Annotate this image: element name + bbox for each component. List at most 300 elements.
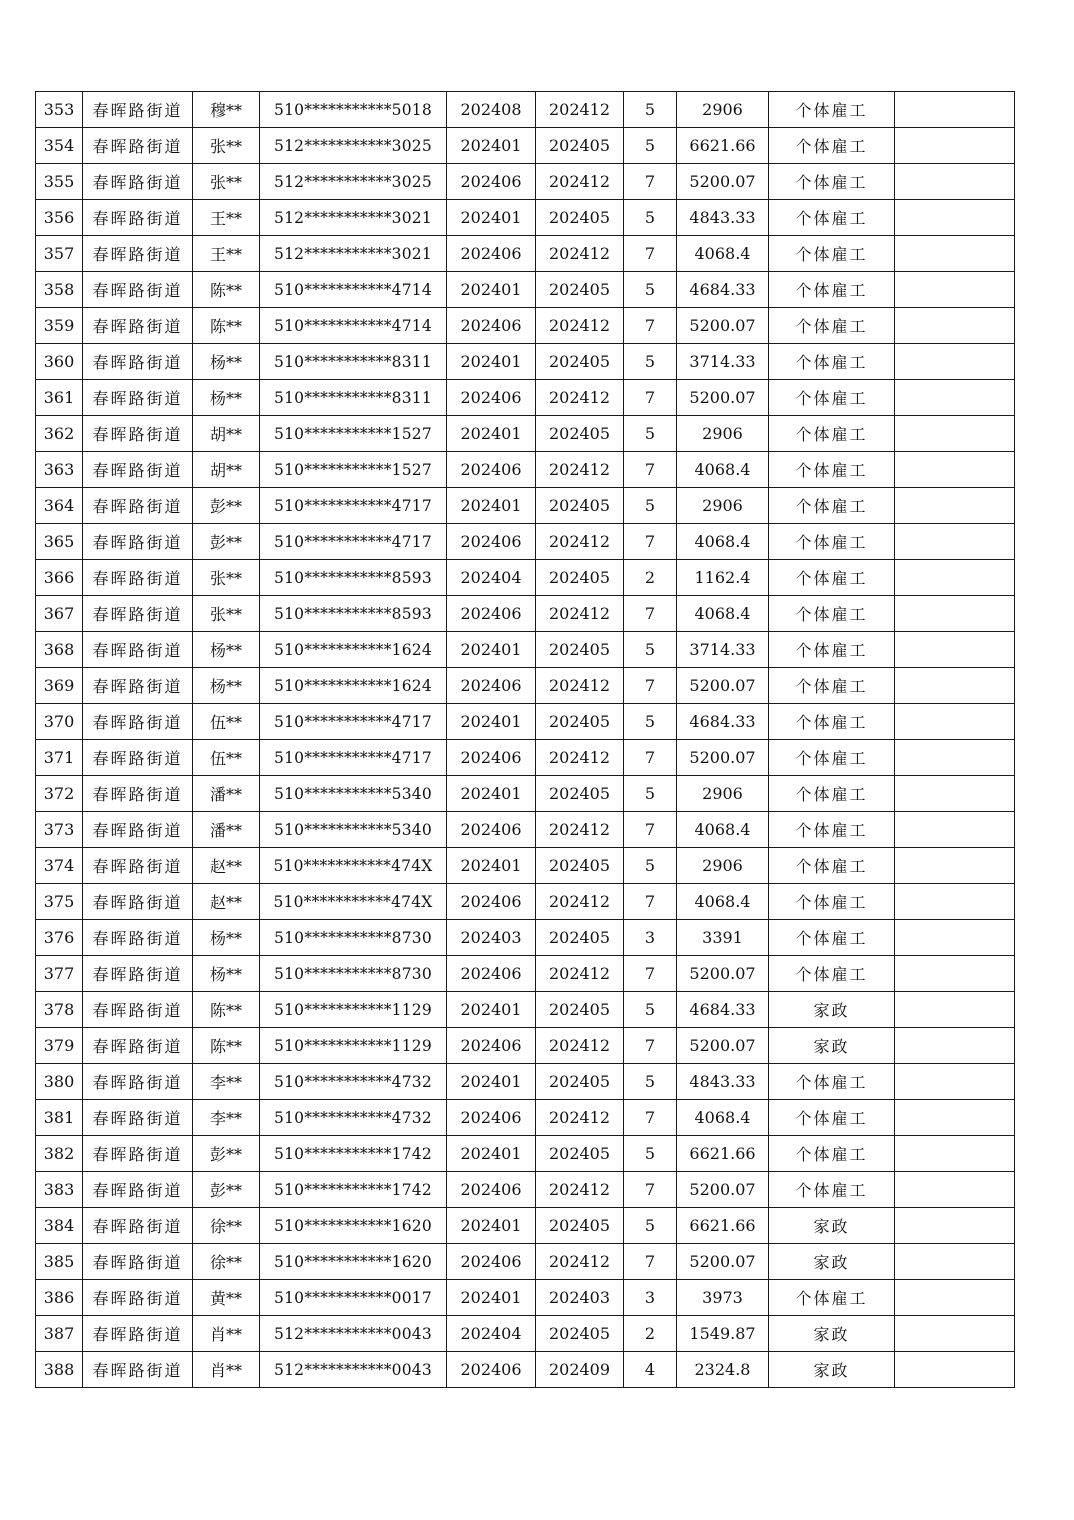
start-month-cell: 202401 <box>447 128 536 164</box>
name-cell: 王** <box>193 236 260 272</box>
name-cell: 陈** <box>193 1028 260 1064</box>
street-cell: 春晖路街道 <box>83 128 193 164</box>
table-row <box>36 272 1015 308</box>
street-cell: 春晖路街道 <box>83 596 193 632</box>
id-number-cell: 510***********1624 <box>260 668 447 704</box>
table-row <box>36 632 1015 668</box>
subsidy-ledger-table <box>35 91 1015 1388</box>
table-row <box>36 812 1015 848</box>
street-cell: 春晖路街道 <box>83 308 193 344</box>
start-month-cell: 202406 <box>447 380 536 416</box>
remark-cell <box>895 1100 1015 1136</box>
months-count-cell: 5 <box>624 848 677 884</box>
end-month-cell: 202412 <box>536 92 624 128</box>
id-number-cell: 510***********1527 <box>260 416 447 452</box>
start-month-cell: 202401 <box>447 1136 536 1172</box>
start-month-cell: 202406 <box>447 740 536 776</box>
end-month-cell: 202405 <box>536 920 624 956</box>
start-month-cell: 202406 <box>447 164 536 200</box>
table-row <box>36 704 1015 740</box>
name-cell: 赵** <box>193 848 260 884</box>
amount-cell: 2324.8 <box>677 1352 769 1388</box>
category-cell: 个体雇工 <box>769 236 895 272</box>
end-month-cell: 202412 <box>536 956 624 992</box>
table-row <box>36 380 1015 416</box>
row-number-cell: 359 <box>36 308 83 344</box>
category-cell: 家政 <box>769 1244 895 1280</box>
name-cell: 彭** <box>193 524 260 560</box>
end-month-cell: 202412 <box>536 164 624 200</box>
end-month-cell: 202405 <box>536 128 624 164</box>
category-cell: 家政 <box>769 1028 895 1064</box>
remark-cell <box>895 632 1015 668</box>
start-month-cell: 202406 <box>447 668 536 704</box>
amount-cell: 3714.33 <box>677 632 769 668</box>
name-cell: 陈** <box>193 992 260 1028</box>
months-count-cell: 5 <box>624 704 677 740</box>
end-month-cell: 202405 <box>536 1136 624 1172</box>
months-count-cell: 3 <box>624 920 677 956</box>
end-month-cell: 202405 <box>536 1208 624 1244</box>
table-row <box>36 488 1015 524</box>
start-month-cell: 202408 <box>447 92 536 128</box>
months-count-cell: 7 <box>624 668 677 704</box>
row-number-cell: 369 <box>36 668 83 704</box>
row-number-cell: 361 <box>36 380 83 416</box>
category-cell: 家政 <box>769 1316 895 1352</box>
id-number-cell: 510***********4717 <box>260 704 447 740</box>
start-month-cell: 202401 <box>447 1064 536 1100</box>
category-cell: 家政 <box>769 992 895 1028</box>
table-row <box>36 92 1015 128</box>
name-cell: 张** <box>193 164 260 200</box>
table-row <box>36 956 1015 992</box>
row-number-cell: 384 <box>36 1208 83 1244</box>
remark-cell <box>895 524 1015 560</box>
remark-cell <box>895 884 1015 920</box>
category-cell: 个体雇工 <box>769 200 895 236</box>
start-month-cell: 202401 <box>447 200 536 236</box>
end-month-cell: 202412 <box>536 884 624 920</box>
name-cell: 徐** <box>193 1208 260 1244</box>
amount-cell: 4843.33 <box>677 1064 769 1100</box>
ledger-body <box>36 92 1015 1388</box>
category-cell: 个体雇工 <box>769 848 895 884</box>
amount-cell: 4068.4 <box>677 812 769 848</box>
table-row <box>36 1280 1015 1316</box>
start-month-cell: 202401 <box>447 1208 536 1244</box>
id-number-cell: 510***********1620 <box>260 1244 447 1280</box>
street-cell: 春晖路街道 <box>83 452 193 488</box>
amount-cell: 4068.4 <box>677 1100 769 1136</box>
amount-cell: 5200.07 <box>677 380 769 416</box>
start-month-cell: 202401 <box>447 848 536 884</box>
street-cell: 春晖路街道 <box>83 524 193 560</box>
category-cell: 个体雇工 <box>769 776 895 812</box>
row-number-cell: 354 <box>36 128 83 164</box>
amount-cell: 4068.4 <box>677 596 769 632</box>
months-count-cell: 7 <box>624 596 677 632</box>
row-number-cell: 364 <box>36 488 83 524</box>
amount-cell: 2906 <box>677 92 769 128</box>
name-cell: 彭** <box>193 1172 260 1208</box>
remark-cell <box>895 128 1015 164</box>
table-row <box>36 308 1015 344</box>
table-row <box>36 128 1015 164</box>
name-cell: 陈** <box>193 308 260 344</box>
street-cell: 春晖路街道 <box>83 992 193 1028</box>
category-cell: 个体雇工 <box>769 164 895 200</box>
table-row <box>36 1100 1015 1136</box>
row-number-cell: 379 <box>36 1028 83 1064</box>
start-month-cell: 202401 <box>447 992 536 1028</box>
category-cell: 个体雇工 <box>769 308 895 344</box>
start-month-cell: 202401 <box>447 272 536 308</box>
row-number-cell: 380 <box>36 1064 83 1100</box>
name-cell: 徐** <box>193 1244 260 1280</box>
remark-cell <box>895 1172 1015 1208</box>
category-cell: 个体雇工 <box>769 1136 895 1172</box>
table-row <box>36 668 1015 704</box>
remark-cell <box>895 776 1015 812</box>
end-month-cell: 202403 <box>536 1280 624 1316</box>
remark-cell <box>895 416 1015 452</box>
table-row <box>36 848 1015 884</box>
months-count-cell: 7 <box>624 740 677 776</box>
id-number-cell: 510***********8730 <box>260 920 447 956</box>
street-cell: 春晖路街道 <box>83 740 193 776</box>
id-number-cell: 510***********1620 <box>260 1208 447 1244</box>
id-number-cell: 510***********4714 <box>260 308 447 344</box>
amount-cell: 2906 <box>677 848 769 884</box>
street-cell: 春晖路街道 <box>83 164 193 200</box>
table-row <box>36 200 1015 236</box>
street-cell: 春晖路街道 <box>83 272 193 308</box>
end-month-cell: 202405 <box>536 1064 624 1100</box>
remark-cell <box>895 992 1015 1028</box>
street-cell: 春晖路街道 <box>83 1028 193 1064</box>
id-number-cell: 510***********5340 <box>260 812 447 848</box>
months-count-cell: 3 <box>624 1280 677 1316</box>
remark-cell <box>895 1208 1015 1244</box>
remark-cell <box>895 452 1015 488</box>
category-cell: 个体雇工 <box>769 560 895 596</box>
name-cell: 伍** <box>193 704 260 740</box>
row-number-cell: 355 <box>36 164 83 200</box>
id-number-cell: 512***********3025 <box>260 128 447 164</box>
row-number-cell: 375 <box>36 884 83 920</box>
table-row <box>36 1244 1015 1280</box>
row-number-cell: 358 <box>36 272 83 308</box>
street-cell: 春晖路街道 <box>83 380 193 416</box>
street-cell: 春晖路街道 <box>83 1136 193 1172</box>
months-count-cell: 7 <box>624 308 677 344</box>
amount-cell: 2906 <box>677 416 769 452</box>
months-count-cell: 5 <box>624 416 677 452</box>
name-cell: 张** <box>193 560 260 596</box>
row-number-cell: 370 <box>36 704 83 740</box>
category-cell: 个体雇工 <box>769 920 895 956</box>
table-row <box>36 776 1015 812</box>
start-month-cell: 202406 <box>447 884 536 920</box>
category-cell: 个体雇工 <box>769 884 895 920</box>
row-number-cell: 366 <box>36 560 83 596</box>
name-cell: 肖** <box>193 1352 260 1388</box>
name-cell: 胡** <box>193 452 260 488</box>
months-count-cell: 4 <box>624 1352 677 1388</box>
amount-cell: 5200.07 <box>677 1028 769 1064</box>
table-row <box>36 452 1015 488</box>
street-cell: 春晖路街道 <box>83 1280 193 1316</box>
start-month-cell: 202404 <box>447 560 536 596</box>
months-count-cell: 5 <box>624 488 677 524</box>
id-number-cell: 510***********1129 <box>260 1028 447 1064</box>
id-number-cell: 510***********8311 <box>260 344 447 380</box>
amount-cell: 5200.07 <box>677 1172 769 1208</box>
name-cell: 张** <box>193 596 260 632</box>
category-cell: 个体雇工 <box>769 1064 895 1100</box>
remark-cell <box>895 1352 1015 1388</box>
name-cell: 杨** <box>193 920 260 956</box>
table-row <box>36 1172 1015 1208</box>
months-count-cell: 7 <box>624 236 677 272</box>
end-month-cell: 202405 <box>536 632 624 668</box>
amount-cell: 4068.4 <box>677 884 769 920</box>
street-cell: 春晖路街道 <box>83 776 193 812</box>
row-number-cell: 388 <box>36 1352 83 1388</box>
remark-cell <box>895 596 1015 632</box>
remark-cell <box>895 1244 1015 1280</box>
id-number-cell: 510***********5018 <box>260 92 447 128</box>
months-count-cell: 7 <box>624 956 677 992</box>
street-cell: 春晖路街道 <box>83 416 193 452</box>
table-row <box>36 560 1015 596</box>
end-month-cell: 202412 <box>536 524 624 560</box>
amount-cell: 3973 <box>677 1280 769 1316</box>
start-month-cell: 202401 <box>447 776 536 812</box>
name-cell: 王** <box>193 200 260 236</box>
start-month-cell: 202406 <box>447 308 536 344</box>
remark-cell <box>895 236 1015 272</box>
id-number-cell: 510***********8311 <box>260 380 447 416</box>
id-number-cell: 512***********3025 <box>260 164 447 200</box>
row-number-cell: 365 <box>36 524 83 560</box>
category-cell: 个体雇工 <box>769 956 895 992</box>
row-number-cell: 372 <box>36 776 83 812</box>
street-cell: 春晖路街道 <box>83 956 193 992</box>
id-number-cell: 510***********4732 <box>260 1064 447 1100</box>
end-month-cell: 202412 <box>536 1028 624 1064</box>
name-cell: 杨** <box>193 632 260 668</box>
name-cell: 伍** <box>193 740 260 776</box>
name-cell: 陈** <box>193 272 260 308</box>
row-number-cell: 353 <box>36 92 83 128</box>
remark-cell <box>895 956 1015 992</box>
amount-cell: 4843.33 <box>677 200 769 236</box>
remark-cell <box>895 1028 1015 1064</box>
remark-cell <box>895 920 1015 956</box>
end-month-cell: 202412 <box>536 1172 624 1208</box>
end-month-cell: 202405 <box>536 560 624 596</box>
start-month-cell: 202406 <box>447 1028 536 1064</box>
start-month-cell: 202406 <box>447 236 536 272</box>
table-row <box>36 164 1015 200</box>
category-cell: 个体雇工 <box>769 272 895 308</box>
street-cell: 春晖路街道 <box>83 92 193 128</box>
start-month-cell: 202406 <box>447 452 536 488</box>
end-month-cell: 202412 <box>536 1244 624 1280</box>
category-cell: 个体雇工 <box>769 92 895 128</box>
end-month-cell: 202405 <box>536 1316 624 1352</box>
amount-cell: 4684.33 <box>677 992 769 1028</box>
row-number-cell: 357 <box>36 236 83 272</box>
months-count-cell: 5 <box>624 92 677 128</box>
name-cell: 彭** <box>193 1136 260 1172</box>
id-number-cell: 510***********8730 <box>260 956 447 992</box>
category-cell: 家政 <box>769 1352 895 1388</box>
months-count-cell: 7 <box>624 1244 677 1280</box>
name-cell: 黄** <box>193 1280 260 1316</box>
street-cell: 春晖路街道 <box>83 1352 193 1388</box>
start-month-cell: 202404 <box>447 1316 536 1352</box>
table-row <box>36 1352 1015 1388</box>
amount-cell: 5200.07 <box>677 956 769 992</box>
id-number-cell: 512***********0043 <box>260 1316 447 1352</box>
street-cell: 春晖路街道 <box>83 200 193 236</box>
remark-cell <box>895 92 1015 128</box>
table-row <box>36 740 1015 776</box>
amount-cell: 4068.4 <box>677 236 769 272</box>
table-row <box>36 344 1015 380</box>
end-month-cell: 202409 <box>536 1352 624 1388</box>
street-cell: 春晖路街道 <box>83 1208 193 1244</box>
name-cell: 李** <box>193 1064 260 1100</box>
start-month-cell: 202406 <box>447 524 536 560</box>
table-row <box>36 1028 1015 1064</box>
id-number-cell: 510***********4732 <box>260 1100 447 1136</box>
id-number-cell: 510***********4714 <box>260 272 447 308</box>
id-number-cell: 510***********1742 <box>260 1136 447 1172</box>
amount-cell: 5200.07 <box>677 1244 769 1280</box>
id-number-cell: 510***********1527 <box>260 452 447 488</box>
table-row <box>36 1208 1015 1244</box>
months-count-cell: 7 <box>624 524 677 560</box>
street-cell: 春晖路街道 <box>83 884 193 920</box>
months-count-cell: 5 <box>624 776 677 812</box>
months-count-cell: 5 <box>624 272 677 308</box>
end-month-cell: 202412 <box>536 812 624 848</box>
name-cell: 彭** <box>193 488 260 524</box>
id-number-cell: 510***********4717 <box>260 488 447 524</box>
category-cell: 个体雇工 <box>769 524 895 560</box>
remark-cell <box>895 848 1015 884</box>
months-count-cell: 5 <box>624 1064 677 1100</box>
street-cell: 春晖路街道 <box>83 848 193 884</box>
street-cell: 春晖路街道 <box>83 668 193 704</box>
amount-cell: 4068.4 <box>677 452 769 488</box>
id-number-cell: 512***********3021 <box>260 236 447 272</box>
months-count-cell: 5 <box>624 992 677 1028</box>
id-number-cell: 510***********8593 <box>260 596 447 632</box>
months-count-cell: 7 <box>624 1172 677 1208</box>
row-number-cell: 367 <box>36 596 83 632</box>
id-number-cell: 510***********1624 <box>260 632 447 668</box>
category-cell: 个体雇工 <box>769 344 895 380</box>
row-number-cell: 356 <box>36 200 83 236</box>
remark-cell <box>895 1316 1015 1352</box>
table-row <box>36 236 1015 272</box>
category-cell: 个体雇工 <box>769 1280 895 1316</box>
end-month-cell: 202412 <box>536 380 624 416</box>
amount-cell: 1162.4 <box>677 560 769 596</box>
table-row <box>36 524 1015 560</box>
amount-cell: 2906 <box>677 776 769 812</box>
amount-cell: 6621.66 <box>677 128 769 164</box>
months-count-cell: 2 <box>624 560 677 596</box>
end-month-cell: 202405 <box>536 704 624 740</box>
remark-cell <box>895 308 1015 344</box>
end-month-cell: 202412 <box>536 236 624 272</box>
id-number-cell: 510***********1742 <box>260 1172 447 1208</box>
table-row <box>36 1136 1015 1172</box>
end-month-cell: 202405 <box>536 200 624 236</box>
row-number-cell: 377 <box>36 956 83 992</box>
start-month-cell: 202406 <box>447 956 536 992</box>
name-cell: 潘** <box>193 812 260 848</box>
row-number-cell: 363 <box>36 452 83 488</box>
amount-cell: 5200.07 <box>677 308 769 344</box>
row-number-cell: 371 <box>36 740 83 776</box>
remark-cell <box>895 560 1015 596</box>
end-month-cell: 202412 <box>536 596 624 632</box>
name-cell: 杨** <box>193 344 260 380</box>
street-cell: 春晖路街道 <box>83 1100 193 1136</box>
amount-cell: 5200.07 <box>677 164 769 200</box>
row-number-cell: 378 <box>36 992 83 1028</box>
row-number-cell: 382 <box>36 1136 83 1172</box>
category-cell: 个体雇工 <box>769 740 895 776</box>
end-month-cell: 202405 <box>536 992 624 1028</box>
table-row <box>36 920 1015 956</box>
category-cell: 个体雇工 <box>769 128 895 164</box>
name-cell: 杨** <box>193 668 260 704</box>
street-cell: 春晖路街道 <box>83 704 193 740</box>
category-cell: 个体雇工 <box>769 416 895 452</box>
row-number-cell: 376 <box>36 920 83 956</box>
remark-cell <box>895 812 1015 848</box>
remark-cell <box>895 272 1015 308</box>
row-number-cell: 368 <box>36 632 83 668</box>
table-row <box>36 1064 1015 1100</box>
start-month-cell: 202406 <box>447 1352 536 1388</box>
table-row <box>36 992 1015 1028</box>
row-number-cell: 362 <box>36 416 83 452</box>
amount-cell: 6621.66 <box>677 1208 769 1244</box>
start-month-cell: 202403 <box>447 920 536 956</box>
remark-cell <box>895 380 1015 416</box>
end-month-cell: 202405 <box>536 344 624 380</box>
amount-cell: 2906 <box>677 488 769 524</box>
street-cell: 春晖路街道 <box>83 236 193 272</box>
row-number-cell: 386 <box>36 1280 83 1316</box>
name-cell: 潘** <box>193 776 260 812</box>
start-month-cell: 202406 <box>447 1172 536 1208</box>
name-cell: 杨** <box>193 956 260 992</box>
months-count-cell: 7 <box>624 1100 677 1136</box>
name-cell: 李** <box>193 1100 260 1136</box>
months-count-cell: 5 <box>624 200 677 236</box>
id-number-cell: 510***********8593 <box>260 560 447 596</box>
